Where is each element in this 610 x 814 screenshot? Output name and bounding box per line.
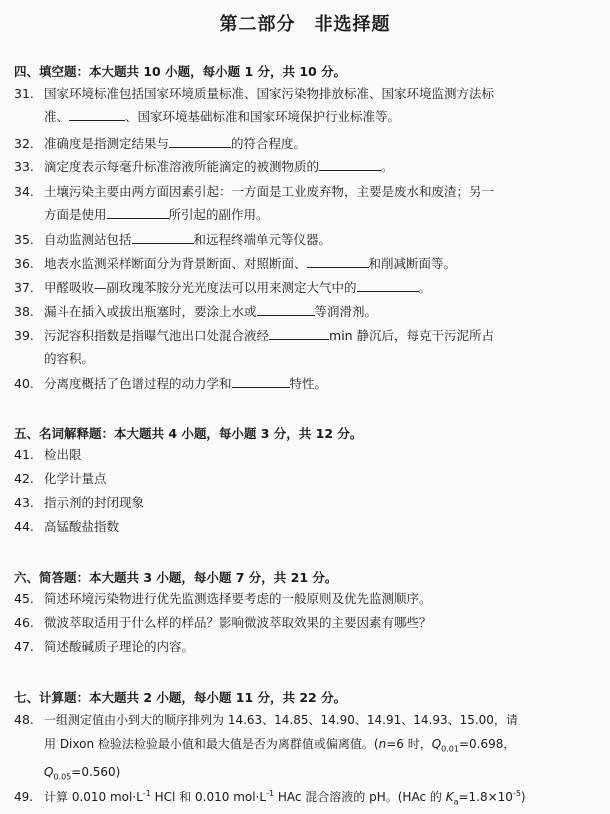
ka-symbol: K (445, 790, 454, 804)
question-text: 地表水监测采样断面分为背景断面、对照断面、 (44, 256, 307, 271)
question-text: 所引起的副作用。 (168, 207, 269, 222)
question-text: 。 (418, 280, 432, 295)
question-text: 等润滑剂。 (314, 304, 378, 319)
question-41 (14, 443, 599, 466)
answer-blank[interactable] (232, 374, 290, 388)
section-calculation: 七、计算题：本大题共 2 小题，每小题 11 分，共 22 分。 (14, 690, 347, 705)
question-text: 准、 (44, 109, 70, 124)
answer-blank[interactable] (169, 134, 231, 148)
question-text: 和远程终端单元等仪器。 (193, 232, 332, 247)
question-46 (14, 611, 599, 634)
question-text: 方面是使用 (44, 207, 107, 222)
question-text: 土壤污染主要由两方面因素引起：一方面是工业废弃物，主要是废水和废渣；另一 (44, 184, 495, 199)
superscript: -5 (512, 789, 521, 798)
answer-blank[interactable] (307, 254, 369, 268)
question-32 (14, 132, 599, 155)
question-text: =6 时， (386, 737, 432, 751)
question-text: HCl 和 0.010 mol·L (150, 790, 267, 804)
question-text: 自动监测站包括 (44, 232, 132, 247)
question-number: 44. (14, 519, 34, 534)
question-39 (14, 324, 599, 370)
superscript: -1 (142, 789, 151, 798)
question-text: 滴定度表示每毫升标准溶液所能滴定的被测物质的 (44, 159, 320, 174)
question-text: 简述酸碱质子理论的内容。 (44, 639, 195, 654)
question-43 (14, 491, 599, 514)
question-text: 的符合程度。 (231, 136, 307, 151)
question-33 (14, 155, 599, 178)
question-text: =0.560) (71, 765, 121, 780)
question-text: 计算 0.010 mol·L (44, 790, 143, 804)
question-47 (14, 635, 599, 658)
question-number: 43. (14, 495, 34, 510)
superscript: -1 (266, 789, 275, 798)
answer-blank[interactable] (357, 278, 419, 292)
question-31 (14, 82, 599, 128)
subscript: 0.05 (53, 772, 72, 782)
question-text: 准确度是指测定结果与 (44, 136, 170, 151)
q-symbol: Q (431, 737, 442, 751)
question-number: 32. (14, 136, 34, 151)
subscript: 0.01 (441, 744, 459, 754)
sample-size-symbol: n (378, 737, 387, 751)
question-text: HAc 混合溶液的 pH。(HAc 的 (274, 790, 446, 804)
question-text: 的容积。 (44, 351, 95, 366)
section-definitions: 五、名词解释题：本大题共 4 小题，每小题 3 分，共 12 分。 (14, 426, 363, 441)
question-number: 37. (14, 280, 34, 295)
question-text: 和削减断面等。 (368, 256, 457, 271)
question-49 (14, 782, 599, 813)
answer-blank[interactable] (69, 107, 125, 121)
question-text: 简述环境污染物进行优先监测选择要考虑的一般原则及优先监测顺序。 (44, 591, 432, 606)
question-text: 。 (381, 159, 394, 174)
question-number: 49. (14, 790, 34, 804)
question-text: 漏斗在插入或拔出瓶塞时，要涂上水或 (44, 304, 257, 319)
question-text: 微波萃取适用于什么样的样品？影响微波萃取效果的主要因素有哪些？ (44, 615, 432, 630)
question-text: 、国家环境基础标准和国家环境保护行业标准等。 (125, 109, 401, 124)
question-text: 高锰酸盐指数 (44, 519, 120, 534)
question-number: 35. (14, 232, 34, 247)
answer-blank[interactable] (319, 157, 381, 171)
question-36 (14, 252, 599, 275)
question-40 (14, 372, 599, 395)
question-text: =1.8×10 (458, 790, 513, 804)
question-text: 特性。 (289, 376, 328, 391)
question-text: 污泥容积指数是指曝气池出口处混合液经 (44, 328, 270, 343)
question-number: 42. (14, 471, 34, 486)
question-number: 48. (14, 712, 34, 727)
question-text: 一组测定值由小到大的顺序排列为 14.63、14.85、14.90、14.91、14.93、15.00，请 (44, 713, 518, 727)
question-number: 40. (14, 376, 34, 391)
question-number: 39. (14, 328, 34, 343)
answer-blank[interactable] (269, 326, 329, 340)
question-number: 46. (14, 615, 34, 630)
question-number: 47. (14, 639, 34, 654)
question-text: ) (520, 790, 526, 804)
answer-blank[interactable] (132, 230, 194, 244)
question-48 (14, 708, 599, 789)
question-text: 分离度概括了色谱过程的动力学和 (44, 376, 232, 391)
question-38 (14, 300, 599, 323)
question-number: 31. (14, 86, 34, 101)
section-short-answer: 六、简答题：本大题共 3 小题，每小题 7 分，共 21 分。 (14, 570, 338, 585)
question-number: 33. (14, 159, 34, 174)
question-number: 45. (14, 591, 34, 606)
question-44 (14, 515, 599, 538)
question-number: 41. (14, 447, 34, 462)
question-number: 38. (14, 304, 34, 319)
question-text: 甲醛吸收—副玫瑰苯胺分光光度法可以用来测定大气中的 (44, 280, 357, 295)
question-number: 34. (14, 184, 34, 199)
question-text: min 静沉后，每克干污泥所占 (329, 328, 495, 343)
question-text: 指示剂的封闭现象 (44, 495, 145, 510)
part-title: 第二部分 非选择题 (219, 14, 391, 35)
question-text: 检出限 (44, 447, 82, 462)
section-fill-in: 四、填空题：本大题共 10 小题，每小题 1 分，共 10 分。 (14, 64, 347, 79)
question-34 (14, 180, 599, 226)
question-text: 国家环境标准包括国家环境质量标准、国家污染物排放标准、国家环境监测方法标 (44, 86, 495, 101)
question-text: 用 Dixon 检验法检验最小值和最大值是否为离群值或偏离值。( (44, 737, 379, 751)
question-text: =0.698， (458, 737, 516, 751)
question-35 (14, 228, 599, 251)
subscript: a (453, 797, 459, 807)
answer-blank[interactable] (257, 302, 315, 316)
question-45 (14, 587, 599, 610)
question-text: 化学计量点 (44, 471, 107, 486)
question-number: 36. (14, 256, 34, 271)
question-37 (14, 276, 599, 299)
q-symbol: Q (44, 765, 54, 780)
question-42 (14, 467, 599, 490)
answer-blank[interactable] (107, 205, 169, 219)
